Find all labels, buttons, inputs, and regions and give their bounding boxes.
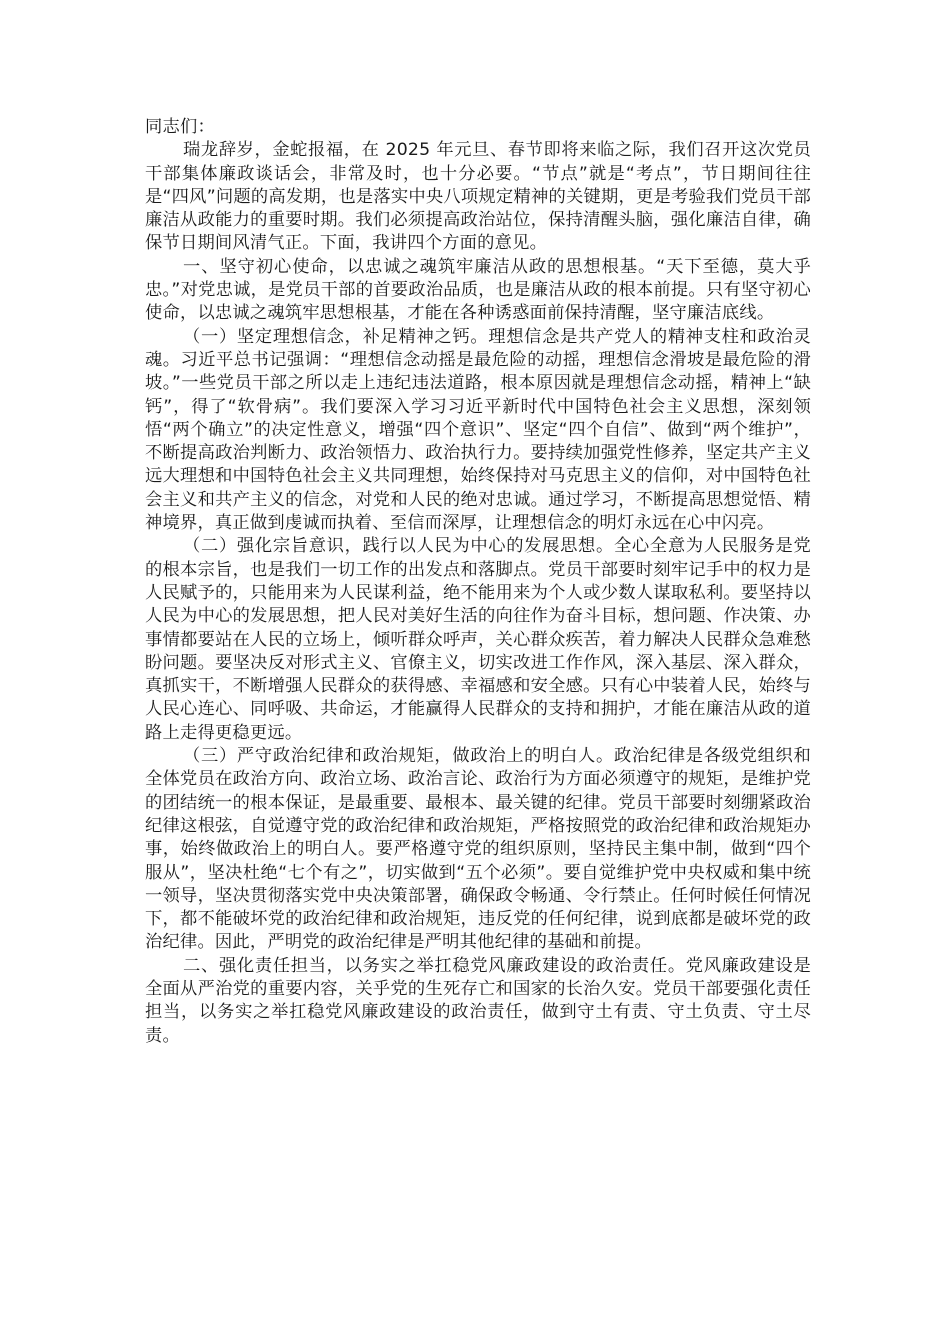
greeting: 同志们： [145, 117, 215, 137]
paragraph-section-two: 二、强化责任担当，以务实之举扛稳党风廉政建设的政治责任。党风廉政建设是全面从严治党的重要内容，关乎党的生死存亡和国家的长治久安。党员干部要强化责任担当，以务实之举扛稳党风廉政建设的政治责任，做到守土有责、守土负责、守土尽责。 [145, 955, 811, 1046]
paragraph-opening: 瑞龙辞岁，金蛇报福，在 2025 年元旦、春节即将来临之际，我们召开这次党员干部集体廉政谈话会，非常及时，也十分必要。“节点”就是“考点”，节日期间往往是“四风”问题的高发期，也是落实中央八项规定精神的关键期，更是考验我们党员干部廉洁从政能力的重要时期。我们必须提高政治站位，保持清醒头脑，强化廉洁自律，确保节日期间风清气正。下面，我讲四个方面的意见。 [145, 140, 811, 254]
paragraph-subsection-two: （二）强化宗旨意识，践行以人民为中心的发展思想。全心全意为人民服务是党的根本宗旨，也是我们一切工作的出发点和落脚点。党员干部要时刻牢记手中的权力是人民赋予的，只能用来为人民谋利益，绝不能用来为个人或少数人谋取私利。要坚持以人民为中心的发展思想，把人民对美好生活的向往作为奋斗目标，想问题、作决策、办事情都要站在人民的立场上，倾听群众呼声，关心群众疾苦，着力解决人民群众急难愁盼问题。要坚决反对形式主义、官僚主义，切实改进工作作风，深入基层、深入群众，真抓实干，不断增强人民群众的获得感、幸福感和安全感。只有心中装着人民，始终与人民心连心、同呼吸、共命运，才能赢得人民群众的支持和拥护，才能在廉洁从政的道路上走得更稳更远。 [145, 536, 811, 743]
paragraph-subsection-three: （三）严守政治纪律和政治规矩，做政治上的明白人。政治纪律是各级党组织和全体党员在政治方向、政治立场、政治言论、政治行为方面必须遵守的规矩，是维护党的团结统一的根本保证，是最重要、最根本、最关键的纪律。党员干部要时刻绷紧政治纪律这根弦，自觉遵守党的政治纪律和政治规矩，严格按照党的政治纪律和政治规矩办事，始终做政治上的明白人。要严格遵守党的组织原则，坚持民主集中制，做到“四个服从”，坚决杜绝“七个有之”，切实做到“五个必须”。要自觉维护党中央权威和集中统一领导，坚决贯彻落实党中央决策部署，确保政令畅通、令行禁止。任何时候任何情况下，都不能破坏党的政治纪律和政治规矩，违反党的任何纪律，说到底都是破坏党的政治纪律。因此，严明党的政治纪律是严明其他纪律的基础和前提。 [145, 746, 811, 953]
paragraph-section-one: 一、坚守初心使命，以忠诚之魂筑牢廉洁从政的思想根基。“天下至德，莫大乎忠。”对党忠诚，是党员干部的首要政治品质，也是廉洁从政的根本前提。只有坚守初心使命，以忠诚之魂筑牢思想根基，才能在各种诱惑面前保持清醒，坚守廉洁底线。 [145, 256, 811, 324]
paragraph-subsection-one: （一）坚定理想信念，补足精神之钙。理想信念是共产党人的精神支柱和政治灵魂。习近平总书记强调：“理想信念动摇是最危险的动摇，理想信念滑坡是最危险的滑坡。”一些党员干部之所以走上违纪违法道路，根本原因就是理想信念动摇，精神上“缺钙”，得了“软骨病”。我们要深入学习习近平新时代中国特色社会主义思想，深刻领悟“两个确立”的决定性意义，增强“四个意识”、坚定“四个自信”、做到“两个维护”，不断提高政治判断力、政治领悟力、政治执行力。要持续加强党性修养，坚定共产主义远大理想和中国特色社会主义共同理想，始终保持对马克思主义的信仰，对中国特色社会主义和共产主义的信念，对党和人民的绝对忠诚。通过学习，不断提高思想觉悟、精神境界，真正做到虔诚而执着、至信而深厚，让理想信念的明灯永远在心中闪亮。 [145, 326, 811, 534]
document-body [145, 116, 811, 1048]
